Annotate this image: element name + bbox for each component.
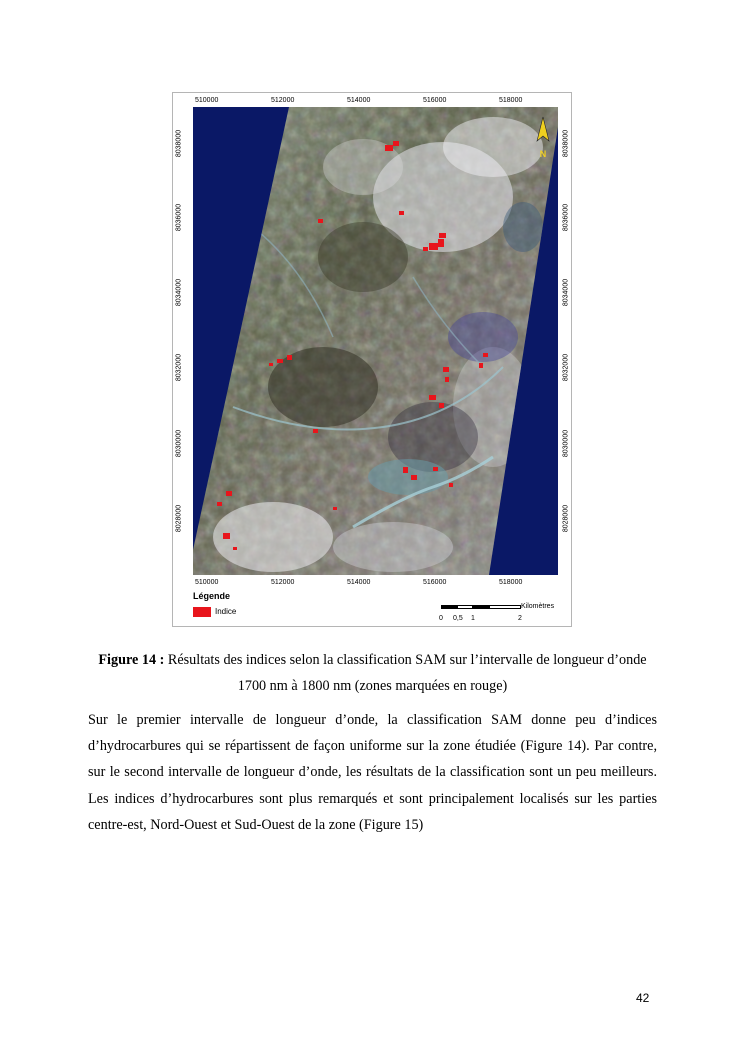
x-tick-top: 516000 [423, 97, 447, 104]
body-paragraph: Sur le premier intervalle de longueur d’onde, la classification SAM donne peu d’indices d’hydrocarbures qui se répartissent de façon uniforme sur la zone étudiée (Figure 14). Par contre, sur le second intervalle de longueur d’onde, les résultats de la classification sont un peu meilleurs. Les indices d’hydrocarbures sont plus remarqués et sont principalement localisés sur les parties centre-est, Nord-Ouest et Sud-Ouest de la zone (Figure 15) [88, 712, 657, 833]
north-arrow-label: N [539, 149, 547, 159]
x-tick-bottom: 514000 [347, 579, 371, 586]
y-tick-left: 8032000 [175, 353, 183, 382]
indice-marker [411, 475, 417, 480]
figure-14-map [172, 92, 572, 627]
indice-marker [233, 547, 237, 550]
page-number: 42 [636, 991, 650, 1005]
x-tick-top: 518000 [499, 97, 523, 104]
indice-marker [438, 239, 444, 247]
indice-marker [443, 367, 449, 372]
y-tick-right: 8036000 [562, 203, 570, 232]
x-tick-top: 514000 [347, 97, 371, 104]
y-tick-right: 8034000 [562, 278, 570, 307]
x-tick-bottom: 512000 [271, 579, 295, 586]
indice-marker [449, 483, 453, 487]
indice-marker [318, 219, 323, 223]
y-tick-right: 8030000 [562, 429, 570, 458]
caption-label: Figure 14 : [98, 652, 165, 668]
indice-marker [226, 491, 232, 496]
legend-label: Indice [215, 607, 237, 616]
indice-marker [393, 141, 399, 146]
indice-marker [269, 363, 273, 366]
scale-bar [439, 605, 522, 622]
x-tick-bottom: 518000 [499, 579, 523, 586]
indice-marker [403, 467, 408, 473]
indice-marker [287, 355, 292, 360]
y-tick-left: 8034000 [175, 278, 183, 307]
legend-swatch [193, 607, 211, 617]
indice-marker [439, 403, 444, 408]
caption-text: Résultats des indices selon la classification SAM sur l’intervalle de longueur d’onde 1700 nm à 1800 nm (zones marquées en rouge) [167, 652, 647, 694]
indice-marker [313, 429, 318, 433]
scale-label: 0 [439, 615, 443, 622]
scale-label: 1 [471, 615, 475, 622]
indice-marker [433, 467, 438, 471]
legend-title: Légende [193, 591, 231, 601]
scene-content [193, 107, 558, 575]
indice-marker [223, 533, 230, 539]
indice-marker [277, 359, 283, 363]
indice-marker [333, 507, 337, 510]
indice-marker [217, 502, 222, 506]
scale-label: 2 [518, 615, 522, 622]
scale-unit: Kilomètres [521, 603, 555, 610]
y-tick-right: 8038000 [562, 129, 570, 158]
y-tick-right: 8032000 [562, 353, 570, 382]
x-tick-top: 512000 [271, 97, 295, 104]
satellite-scene [193, 107, 558, 575]
x-tick-bottom: 516000 [423, 579, 447, 586]
indice-marker [429, 395, 436, 400]
y-tick-left: 8038000 [175, 129, 183, 158]
x-tick-bottom: 510000 [195, 579, 219, 586]
indice-marker [423, 247, 428, 251]
satellite-image [193, 107, 558, 575]
figure-caption [88, 647, 657, 699]
y-tick-right: 8028000 [562, 504, 570, 533]
y-tick-left: 8028000 [175, 504, 183, 533]
indice-marker [439, 233, 446, 238]
y-tick-left: 8030000 [175, 429, 183, 458]
x-tick-top: 510000 [195, 97, 219, 104]
y-tick-left: 8036000 [175, 203, 183, 232]
indice-marker [399, 211, 404, 215]
scale-label: 0,5 [453, 615, 463, 622]
indice-marker [483, 353, 488, 357]
indice-marker [479, 363, 483, 368]
indice-marker [445, 377, 449, 382]
indice-marker [429, 243, 438, 250]
indice-marker [385, 145, 393, 151]
